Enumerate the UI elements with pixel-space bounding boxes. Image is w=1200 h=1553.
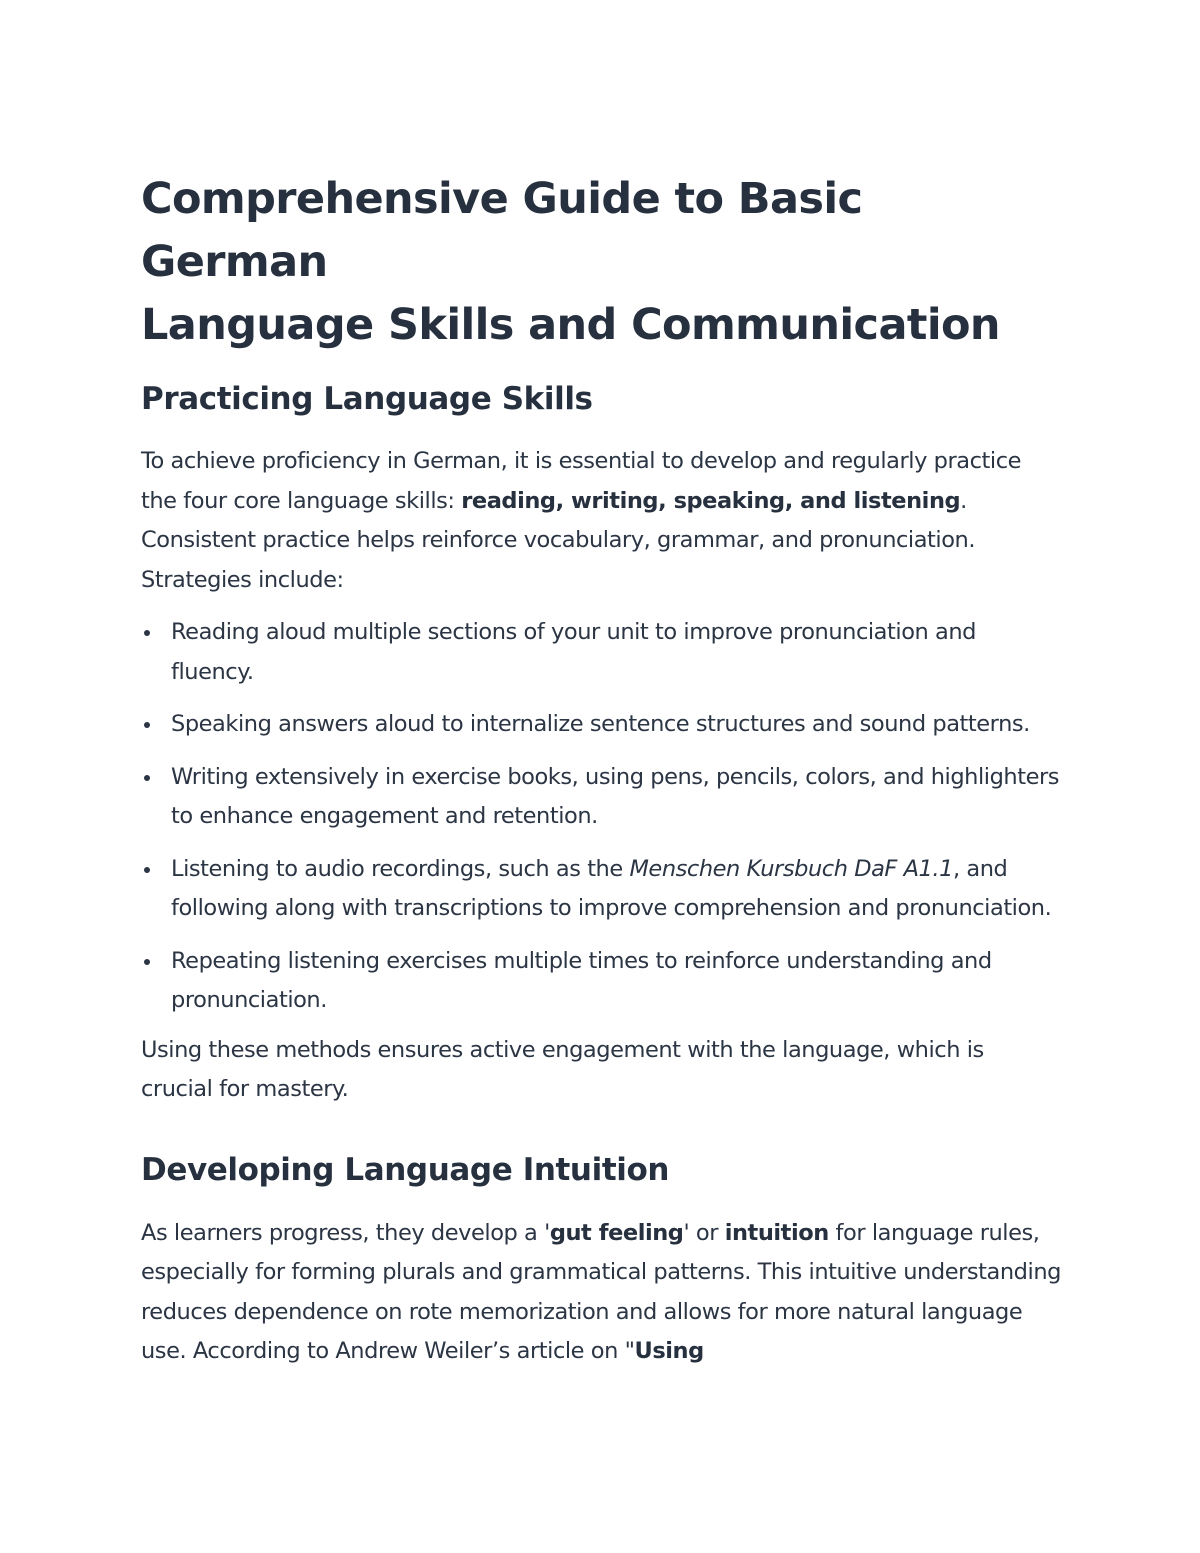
intuition-text-2: ' or xyxy=(683,1219,725,1246)
intro-text-1: To achieve proficiency in German, it is essential to develop and regularly practice the four core language skills: xyxy=(141,448,1022,514)
intuition-text-3: for language rules, especially for forming plurals and grammatical patterns. This intuitive understanding reduces dependence on rote memorization and allows for more natural language use. According to Andrew Weiler’s article on " xyxy=(141,1219,1061,1364)
bullet-icon xyxy=(144,722,150,728)
bullet-icon xyxy=(144,867,150,873)
list-item xyxy=(141,613,1061,692)
list-item-text: Reading aloud multiple sections of your unit to improve pronunciation and fluency. xyxy=(171,619,977,685)
list-item xyxy=(141,942,1061,1021)
list-item xyxy=(141,705,1061,745)
strategies-list xyxy=(141,613,1061,1021)
title-line-1: Comprehensive Guide to Basic German xyxy=(141,174,863,287)
intuition-paragraph xyxy=(141,1214,1061,1372)
practicing-closing-paragraph: Using these methods ensures active engagement with the language, which is crucial for mastery. xyxy=(141,1036,984,1102)
list-item-text: Speaking answers aloud to internalize sentence structures and sound patterns. xyxy=(171,711,1030,737)
document-title xyxy=(141,168,1061,357)
list-item xyxy=(141,850,1061,929)
intro-text-2: . Consistent practice helps reinforce vocabulary, grammar, and pronunciation. Strategies include: xyxy=(141,487,976,593)
bullet-icon xyxy=(144,630,150,636)
list-item-text-post: , and following along with transcriptions to improve comprehension and pronunciation. xyxy=(171,855,1052,921)
bullet-icon xyxy=(144,775,150,781)
practicing-intro-paragraph xyxy=(141,442,1061,600)
list-item-text: Repeating listening exercises multiple times to reinforce understanding and pronunciation. xyxy=(171,947,992,1013)
intuition-bold-using: Using xyxy=(634,1338,704,1364)
list-item xyxy=(141,758,1061,837)
intuition-bold-gut-feeling: gut feeling xyxy=(549,1219,684,1246)
intuition-bold-intuition: intuition xyxy=(724,1219,829,1246)
section-heading-intuition: Developing Language Intuition xyxy=(141,1151,670,1188)
intuition-text-1: As learners progress, they develop a ' xyxy=(141,1219,550,1246)
section-heading-practicing: Practicing Language Skills xyxy=(141,381,593,417)
document-page xyxy=(141,168,1061,1372)
list-item-text-pre: Listening to audio recordings, such as the xyxy=(171,855,630,882)
intro-bold-skills: reading, writing, speaking, and listening xyxy=(461,487,961,514)
list-item-text: Writing extensively in exercise books, using pens, pencils, colors, and highlighters to enhance engagement and retention. xyxy=(171,763,1060,829)
book-title-italic: Menschen Kursbuch DaF A1.1 xyxy=(629,855,953,882)
title-line-2: Language Skills and Communication xyxy=(141,300,1000,350)
bullet-icon xyxy=(144,959,150,965)
